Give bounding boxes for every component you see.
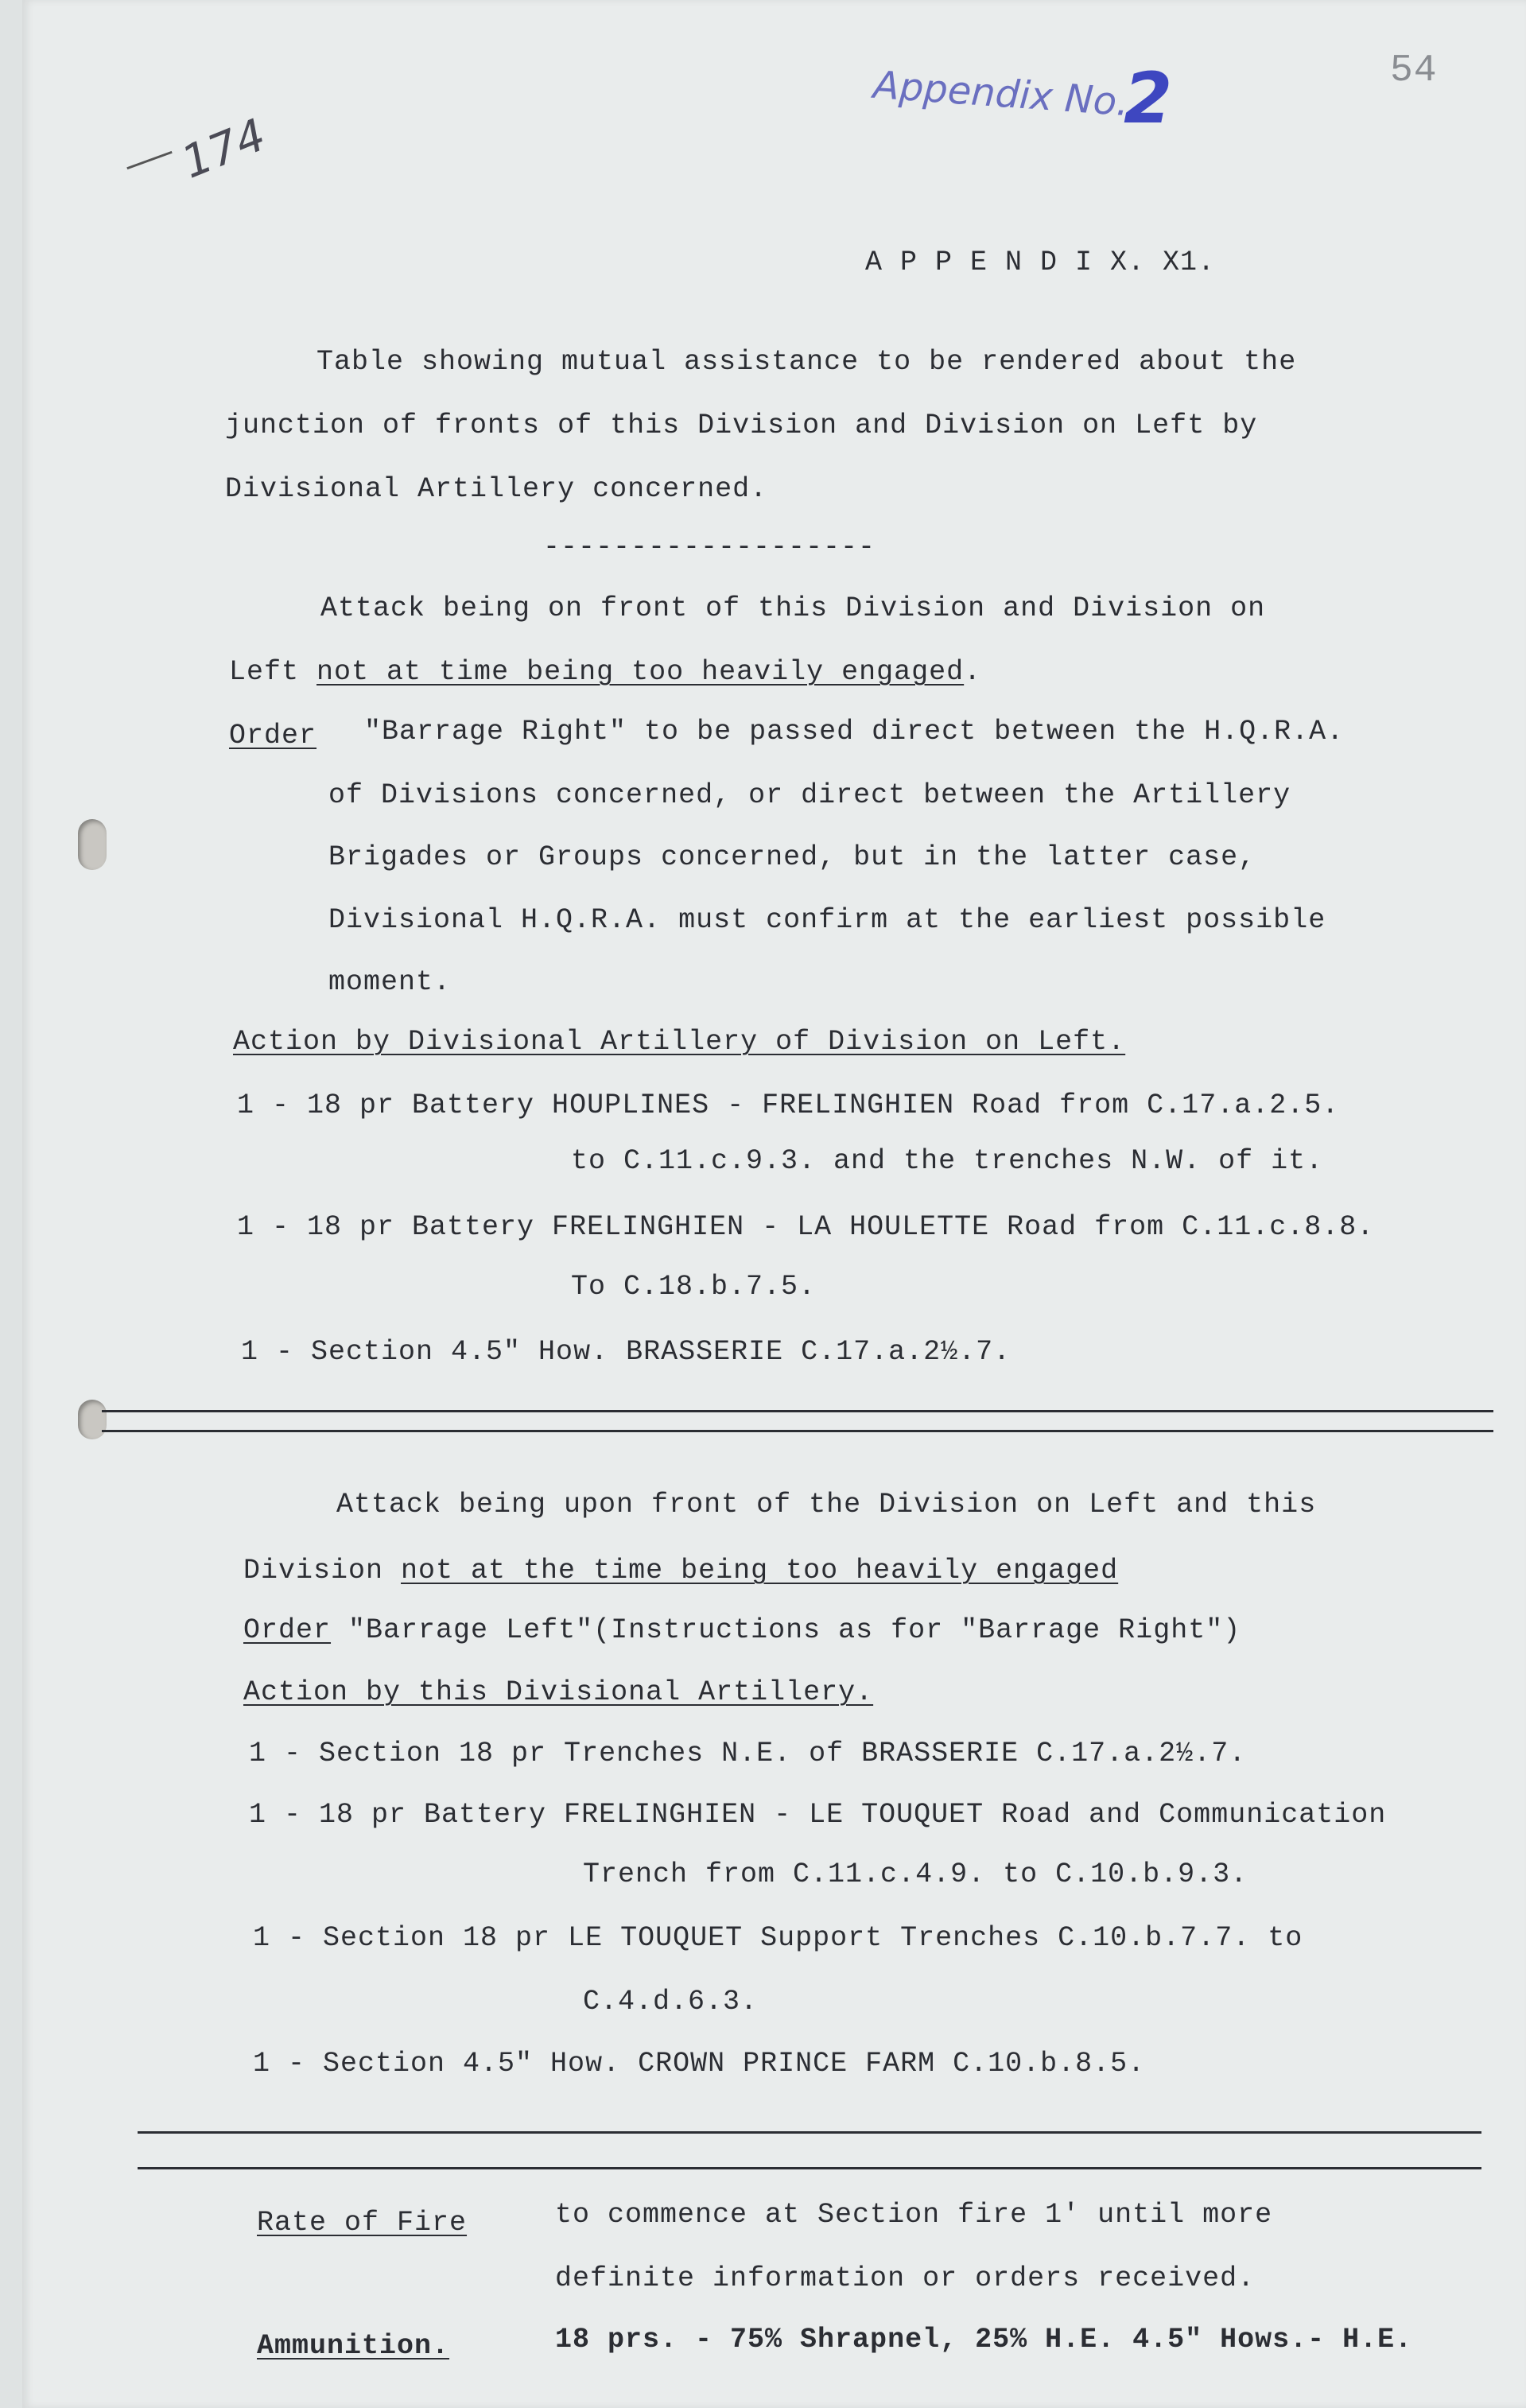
section2-line: Division not at the time being too heavily engaged bbox=[243, 1555, 1119, 1587]
section1-line: Left not at time being too heavily engaged. bbox=[229, 656, 982, 688]
double-rule bbox=[138, 2131, 1481, 2134]
page-number: 54 bbox=[1390, 49, 1438, 92]
action-line: 1 - Section 18 pr Trenches N.E. of BRASSERIE C.17.a.2½.7. bbox=[249, 1738, 1247, 1769]
separator: ------------------- bbox=[543, 531, 876, 563]
action-line: 1 - 18 pr Battery HOUPLINES - FRELINGHIEN Road from C.17.a.2.5. bbox=[237, 1089, 1340, 1121]
rate-label: Rate of Fire bbox=[257, 2207, 468, 2239]
action-line: C.4.d.6.3. bbox=[583, 1986, 759, 2018]
document-page bbox=[22, 0, 1526, 2408]
section2-line: Attack being upon front of the Division on Left and this bbox=[336, 1489, 1317, 1521]
order-label: Order bbox=[229, 720, 317, 752]
action-line: 1 - Section 4.5" How. BRASSERIE C.17.a.2½.7. bbox=[241, 1336, 1012, 1368]
appendix-heading: A P P E N D I X. X1. bbox=[865, 247, 1216, 278]
appendix-number: 2 bbox=[1124, 57, 1173, 139]
order-line: Divisional H.Q.R.A. must confirm at the earliest possible bbox=[328, 904, 1326, 936]
intro-line: junction of fronts of this Division and Division on Left by bbox=[225, 410, 1258, 441]
action-line: to C.11.c.9.3. and the trenches N.W. of it. bbox=[571, 1145, 1324, 1177]
appendix-stamp: Appendix No. bbox=[872, 62, 1131, 126]
order-line: of Divisions concerned, or direct between the Artillery bbox=[328, 779, 1291, 811]
order-line: "Barrage Right" to be passed direct between the H.Q.R.A. bbox=[364, 716, 1345, 748]
punch-hole bbox=[78, 1400, 107, 1439]
ammo-label: Ammunition. bbox=[257, 2330, 450, 2362]
action-line: 1 - Section 4.5" How. CROWN PRINCE FARM C.10.b.8.5. bbox=[253, 2048, 1146, 2080]
rate-line: definite information or orders received. bbox=[555, 2262, 1256, 2294]
intro-line: Divisional Artillery concerned. bbox=[225, 473, 768, 505]
pencil-mark bbox=[126, 151, 172, 169]
action-heading: Action by Divisional Artillery of Division on Left. bbox=[233, 1026, 1126, 1058]
section2-order: Order "Barrage Left"(Instructions as for "Barrage Right") bbox=[243, 1614, 1241, 1646]
action-line: 1 - 18 pr Battery FRELINGHIEN - LA HOULETTE Road from C.11.c.8.8. bbox=[237, 1211, 1375, 1243]
ammo-line: 18 prs. - 75% Shrapnel, 25% H.E. 4.5" Hows.- H.E. bbox=[555, 2324, 1413, 2356]
action-line: Trench from C.11.c.4.9. to C.10.b.9.3. bbox=[583, 1858, 1248, 1890]
action-heading: Action by this Divisional Artillery. bbox=[243, 1676, 874, 1708]
action-line: 1 - Section 18 pr LE TOUQUET Support Trenches C.10.b.7.7. to bbox=[253, 1922, 1303, 1954]
intro-line: Table showing mutual assistance to be rendered about the bbox=[316, 346, 1297, 378]
action-line: 1 - 18 pr Battery FRELINGHIEN - LE TOUQUET Road and Communication bbox=[249, 1799, 1387, 1831]
action-line: To C.18.b.7.5. bbox=[571, 1271, 817, 1303]
double-rule bbox=[138, 2167, 1481, 2169]
double-rule bbox=[102, 1410, 1493, 1412]
rate-line: to commence at Section fire 1' until more bbox=[555, 2199, 1273, 2231]
folio-number: 174 bbox=[174, 109, 274, 189]
order-line: moment. bbox=[328, 966, 452, 998]
order-line: Brigades or Groups concerned, but in the latter case, bbox=[328, 841, 1256, 873]
punch-hole bbox=[78, 819, 107, 870]
double-rule bbox=[102, 1430, 1493, 1432]
section1-line: Attack being on front of this Division and Division on bbox=[320, 592, 1266, 624]
